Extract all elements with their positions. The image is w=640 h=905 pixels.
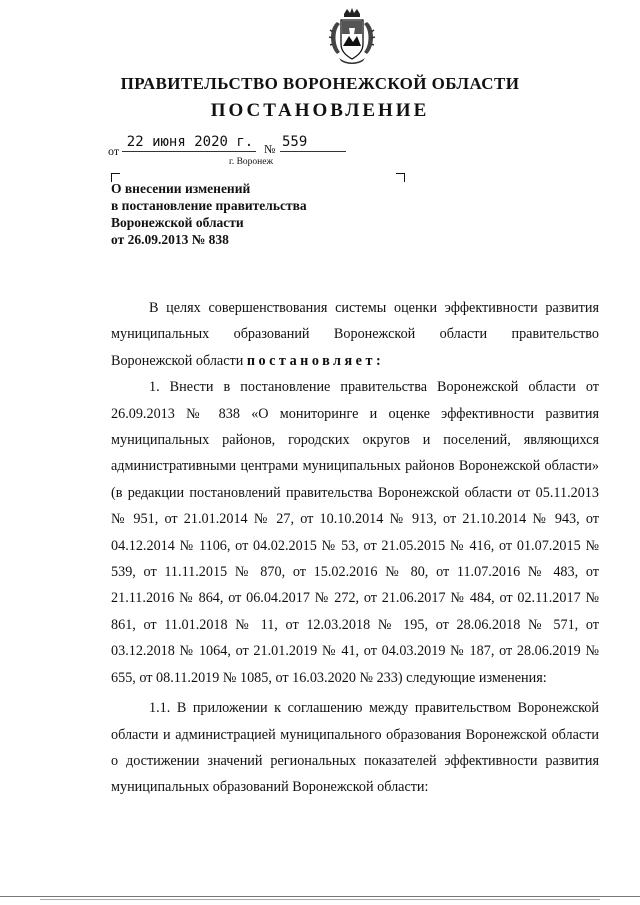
city-label: г. Воронеж [229, 157, 274, 167]
number-underline [280, 151, 346, 152]
item-1-1-paragraph: 1.1. В приложении к соглашению между правительством Воронежской области и администрацией муниципального образования Воронежской области о достижении значений региональных показателей эффективности развития муниципальных образований Воронежской области: [111, 700, 599, 796]
item-1-paragraph: 1. Внести в постановление правительства Воронежской области от 26.09.2013 № 838 «О мониторинге и оценке эффективности развития муниципальных районов, городских округов и поселений, являющихся административными центрами муниципальных районов Воронежской области» (в редакции постановлений правительства Воронежской области от 05.11.2013 № 951, от 21.01.2014 № 27, от 10.10.2014 № 913, от 21.10.2014 № 943, от 04.12.2014 № 1106, от 04.02.2015 № 53, от 21.05.2015 № 416, от 01.07.2015 № 539, от 11.11.2015 № 870, от 15.02.2016 № 80, от 11.07.2016 № 483, от 21.11.2016 № 864, от 06.04.2017 № 272, от 21.06.2017 № 484, от 02.11.2017 № 861, от 11.01.2018 № 11, от 12.03.2018 № 195, от 28.06.2018 № 571, от 03.12.2018 № 1064, от 21.01.2019 № 41, от 04.03.2019 № 187, от 28.06.2019 № 655, от 08.11.2019 № 1085, от 16.03.2020 № 233) следующие изменения: [111, 379, 599, 686]
subject-line: от 26.09.2013 № 838 [111, 232, 229, 247]
document-date: 22 июня 2020 г. [126, 134, 254, 150]
page-bottom-line [0, 896, 640, 897]
number-prefix: № [264, 142, 276, 156]
document-body [111, 295, 599, 801]
document-subject [111, 180, 391, 248]
subject-line: О внесении изменений [111, 181, 251, 196]
document-type-title: ПОСТАНОВЛЕНИЕ [210, 100, 430, 121]
document-number: 559 [282, 134, 308, 150]
coat-of-arms-icon [327, 8, 377, 66]
government-title: ПРАВИТЕЛЬСТВО ВОРОНЕЖСКОЙ ОБЛАСТИ [120, 74, 520, 93]
subject-line: в постановление правительства [111, 198, 307, 213]
preamble-paragraph [111, 295, 599, 374]
preamble-text: В целях совершенствования системы оценки эффективности развития муниципальных образований Воронежской области правительство Воронежской области [111, 300, 599, 369]
date-underline [122, 151, 256, 152]
subject-line: Воронежской области [111, 215, 244, 230]
decree-word: постановляет: [246, 352, 385, 369]
subject-corner-right [396, 173, 405, 182]
page-bottom-line-secondary [40, 899, 600, 900]
date-prefix: от [108, 144, 120, 158]
date-number-line [108, 134, 368, 156]
